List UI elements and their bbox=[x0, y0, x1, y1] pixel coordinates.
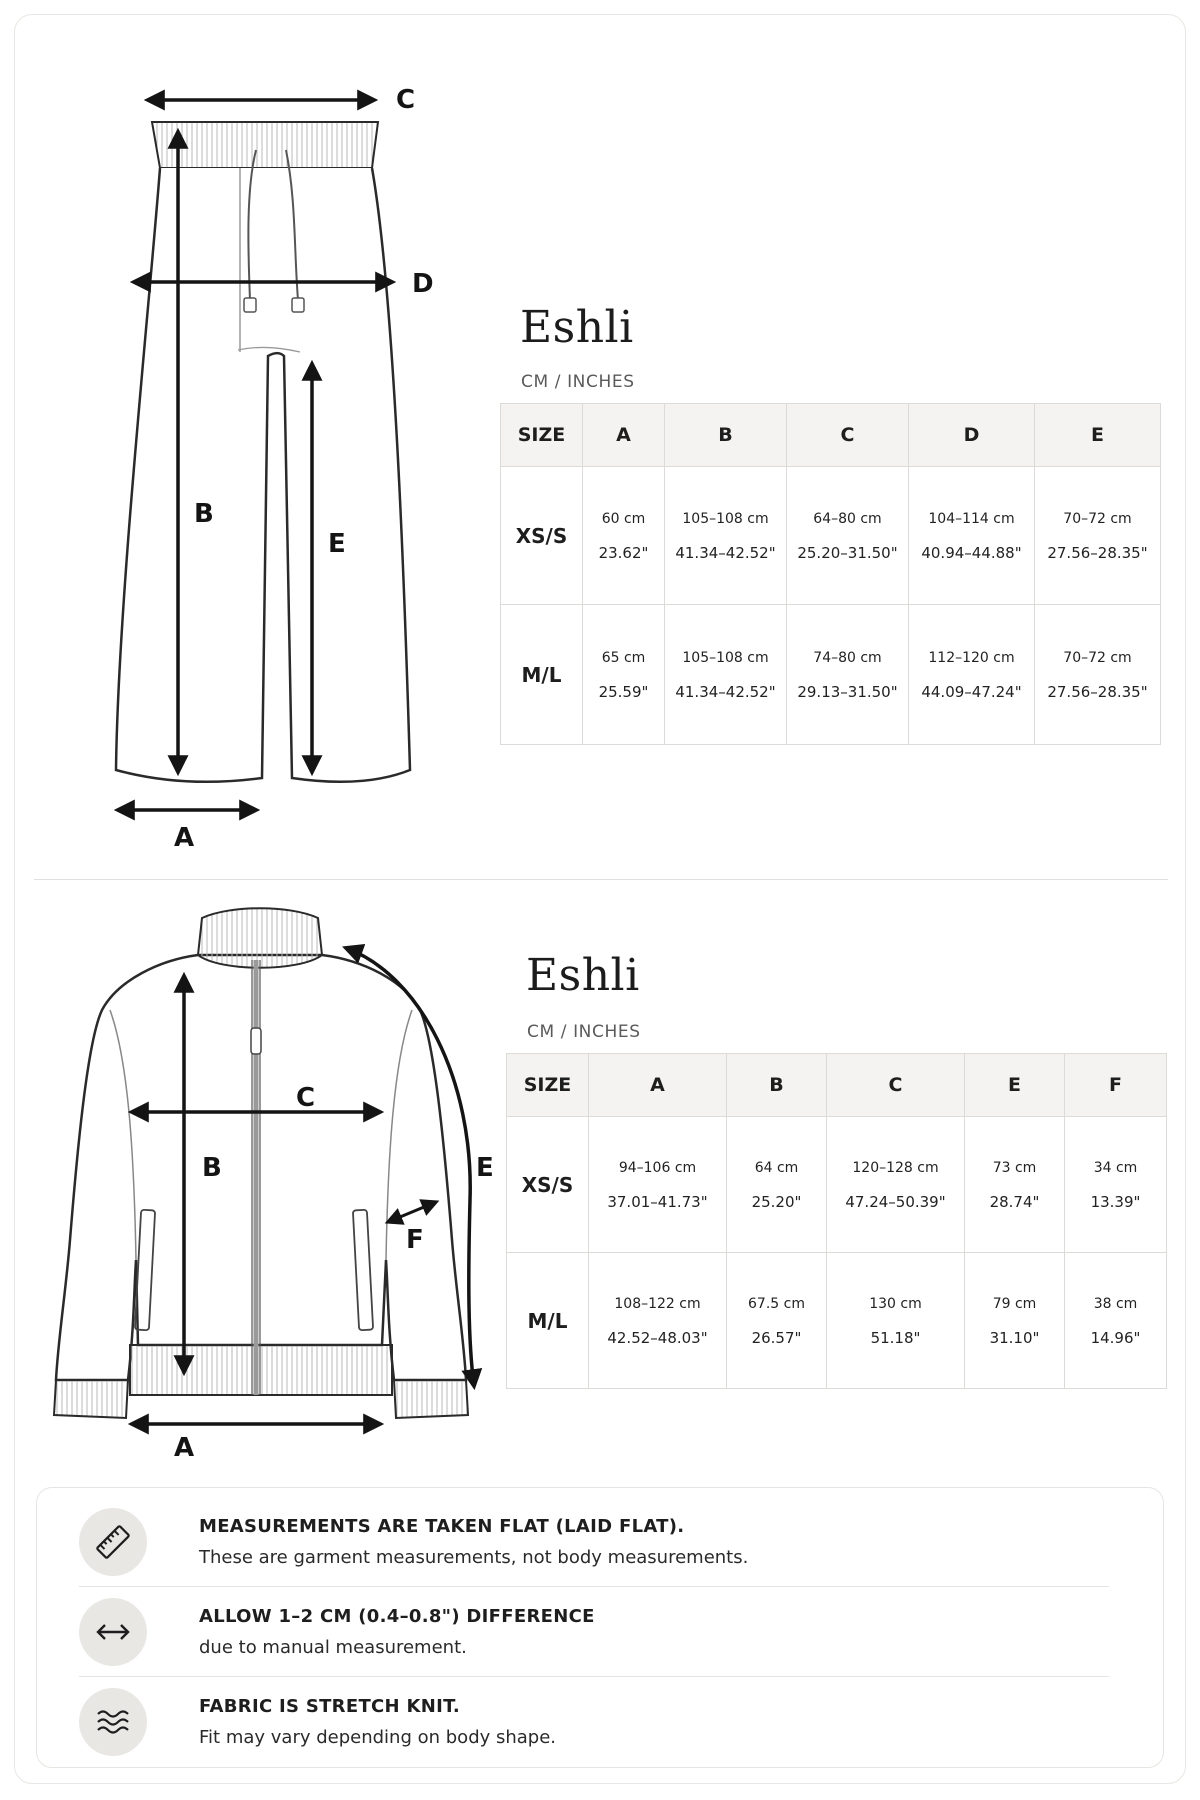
inch-value: 31.10" bbox=[989, 1328, 1040, 1347]
inch-value: 25.59" bbox=[598, 682, 649, 701]
jacket-label-b: B bbox=[202, 1153, 222, 1183]
inch-value: 26.57" bbox=[751, 1328, 802, 1347]
inch-value: 40.94–44.88" bbox=[921, 543, 1022, 562]
cm-value: 38 cm bbox=[1093, 1295, 1138, 1312]
cm-value: 64–80 cm bbox=[813, 510, 882, 527]
inch-value: 25.20" bbox=[751, 1192, 802, 1211]
cm-value: 108–122 cm bbox=[614, 1295, 701, 1312]
column-header: C bbox=[787, 404, 909, 467]
inch-value: 25.20–31.50" bbox=[797, 543, 898, 562]
column-header: C bbox=[827, 1054, 965, 1117]
inch-value: 41.34–42.52" bbox=[675, 543, 776, 562]
column-header: SIZE bbox=[501, 404, 583, 467]
measurement-cell bbox=[787, 605, 909, 745]
jacket-label-f: F bbox=[406, 1225, 424, 1255]
cm-value: 94–106 cm bbox=[618, 1159, 697, 1176]
note-heading: MEASUREMENTS ARE TAKEN FLAT (LAID FLAT). bbox=[199, 1516, 685, 1537]
measurement-cell bbox=[909, 467, 1035, 605]
measurement-cell bbox=[1035, 605, 1161, 745]
cm-value: 70–72 cm bbox=[1063, 649, 1132, 666]
table-header-row bbox=[501, 404, 1161, 467]
cm-value: 67.5 cm bbox=[748, 1295, 805, 1312]
jacket-label-e: E bbox=[476, 1153, 494, 1183]
pants-size-table bbox=[500, 403, 1161, 745]
cm-value: 34 cm bbox=[1093, 1159, 1138, 1176]
inch-value: 41.34–42.52" bbox=[675, 682, 776, 701]
size-cell: M/L bbox=[501, 605, 583, 745]
measurement-cell bbox=[589, 1117, 727, 1253]
inch-value: 14.96" bbox=[1090, 1328, 1141, 1347]
jacket-size-table bbox=[506, 1053, 1167, 1389]
measurement-cell bbox=[827, 1117, 965, 1253]
inch-value: 42.52–48.03" bbox=[607, 1328, 708, 1347]
jacket-section bbox=[0, 880, 1200, 1480]
table-header-row bbox=[507, 1054, 1167, 1117]
cm-value: 112–120 cm bbox=[928, 649, 1015, 666]
measurement-cell bbox=[665, 605, 787, 745]
column-header: A bbox=[583, 404, 665, 467]
note-heading: ALLOW 1–2 CM (0.4–0.8") DIFFERENCE bbox=[199, 1606, 595, 1627]
measurement-cell bbox=[787, 467, 909, 605]
column-header: B bbox=[665, 404, 787, 467]
measurement-cell bbox=[909, 605, 1035, 745]
pants-label-c: C bbox=[396, 85, 416, 115]
note-text: These are garment measurements, not body measurements. bbox=[199, 1547, 749, 1568]
pants-title: Eshli bbox=[520, 302, 634, 353]
note-text: Fit may vary depending on body shape. bbox=[199, 1727, 557, 1748]
inch-value: 28.74" bbox=[989, 1192, 1040, 1211]
column-header: E bbox=[965, 1054, 1065, 1117]
cm-value: 70–72 cm bbox=[1063, 510, 1132, 527]
measurement-cell bbox=[1065, 1253, 1167, 1389]
cm-value: 79 cm bbox=[992, 1295, 1037, 1312]
measurement-cell bbox=[727, 1117, 827, 1253]
pants-units: CM / INCHES bbox=[521, 372, 635, 392]
cm-value: 74–80 cm bbox=[813, 649, 882, 666]
measurement-cell bbox=[827, 1253, 965, 1389]
inch-value: 51.18" bbox=[870, 1328, 921, 1347]
pants-label-e: E bbox=[328, 529, 346, 559]
cm-value: 130 cm bbox=[869, 1295, 922, 1312]
column-header: E bbox=[1035, 404, 1161, 467]
measurement-cell bbox=[1035, 467, 1161, 605]
cm-value: 65 cm bbox=[601, 649, 646, 666]
measurement-cell bbox=[1065, 1117, 1167, 1253]
cm-value: 64 cm bbox=[754, 1159, 799, 1176]
pants-label-d: D bbox=[412, 269, 434, 299]
ruler-icon bbox=[79, 1508, 147, 1576]
measurement-cell bbox=[965, 1253, 1065, 1389]
cm-value: 104–114 cm bbox=[928, 510, 1015, 527]
table-row bbox=[507, 1117, 1167, 1253]
jacket-diagram bbox=[40, 900, 510, 1480]
inch-value: 27.56–28.35" bbox=[1047, 543, 1148, 562]
column-header: SIZE bbox=[507, 1054, 589, 1117]
jacket-units: CM / INCHES bbox=[527, 1022, 641, 1042]
jacket-label-a: A bbox=[174, 1433, 195, 1463]
column-header: F bbox=[1065, 1054, 1167, 1117]
horizontal-arrows-icon bbox=[79, 1598, 147, 1666]
note-item bbox=[37, 1584, 1163, 1674]
measurement-cell bbox=[665, 467, 787, 605]
column-header: D bbox=[909, 404, 1035, 467]
size-cell: M/L bbox=[507, 1253, 589, 1389]
pants-diagram bbox=[100, 70, 460, 860]
measurement-cell bbox=[965, 1117, 1065, 1253]
note-text: due to manual measurement. bbox=[199, 1637, 467, 1658]
table-row bbox=[501, 605, 1161, 745]
inch-value: 47.24–50.39" bbox=[845, 1192, 946, 1211]
jacket-title: Eshli bbox=[526, 950, 640, 1001]
column-header: A bbox=[589, 1054, 727, 1117]
measurement-cell bbox=[583, 605, 665, 745]
cm-value: 105–108 cm bbox=[682, 510, 769, 527]
inch-value: 23.62" bbox=[598, 543, 649, 562]
cm-value: 73 cm bbox=[992, 1159, 1037, 1176]
note-item bbox=[37, 1494, 1163, 1584]
note-heading: FABRIC IS STRETCH KNIT. bbox=[199, 1696, 461, 1717]
pants-section bbox=[0, 0, 1200, 880]
inch-value: 13.39" bbox=[1090, 1192, 1141, 1211]
inch-value: 37.01–41.73" bbox=[607, 1192, 708, 1211]
cm-value: 120–128 cm bbox=[852, 1159, 939, 1176]
inch-value: 27.56–28.35" bbox=[1047, 682, 1148, 701]
inch-value: 29.13–31.50" bbox=[797, 682, 898, 701]
inch-value: 44.09–47.24" bbox=[921, 682, 1022, 701]
note-item bbox=[37, 1674, 1163, 1764]
measurement-cell bbox=[583, 467, 665, 605]
waves-icon bbox=[79, 1688, 147, 1756]
column-header: B bbox=[727, 1054, 827, 1117]
jacket-label-c: C bbox=[296, 1083, 316, 1113]
table-row bbox=[507, 1253, 1167, 1389]
measurement-cell bbox=[727, 1253, 827, 1389]
size-cell: XS/S bbox=[507, 1117, 589, 1253]
pants-label-a: A bbox=[174, 823, 195, 853]
size-cell: XS/S bbox=[501, 467, 583, 605]
pants-label-b: B bbox=[194, 499, 214, 529]
cm-value: 60 cm bbox=[601, 510, 646, 527]
table-row bbox=[501, 467, 1161, 605]
cm-value: 105–108 cm bbox=[682, 649, 769, 666]
measurement-cell bbox=[589, 1253, 727, 1389]
measurement-notes-panel bbox=[36, 1487, 1164, 1768]
